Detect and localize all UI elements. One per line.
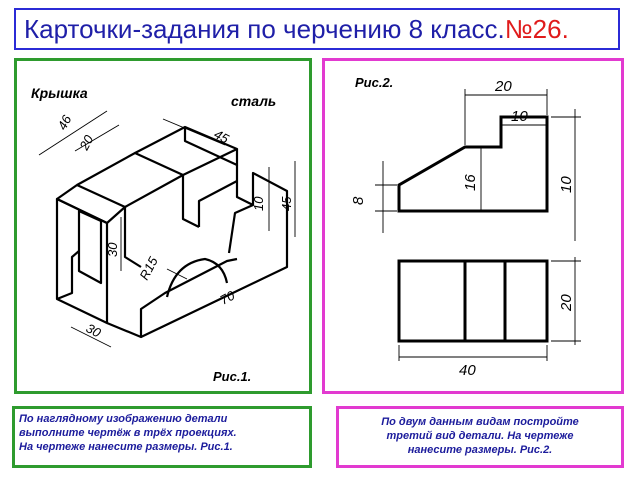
task-note-right <box>336 406 624 468</box>
fig1-label: Рис.1. <box>213 369 252 384</box>
base-right-edge <box>141 237 287 337</box>
arch-cutout <box>167 259 227 297</box>
dim-8: 8 <box>350 196 367 205</box>
top-view <box>399 261 547 341</box>
dim-30-bottom: 30 <box>83 320 104 341</box>
orthographic-panel <box>322 58 624 394</box>
card-number: №26. <box>504 13 569 44</box>
dim-40: 40 <box>459 362 476 379</box>
task-note-left <box>12 406 312 468</box>
dim-46: 46 <box>54 112 75 133</box>
title-banner <box>14 8 620 50</box>
note-right-line: По двум данным видам постройте <box>381 416 579 428</box>
dim-10-right: 10 <box>558 176 575 193</box>
note-left-line: На чертеже нанесите размеры. Рис.1. <box>19 441 233 453</box>
dim-45-right: 45 <box>279 196 294 211</box>
isometric-panel <box>14 58 312 394</box>
part-name: Крышка <box>31 85 88 101</box>
dim-20-top: 20 <box>495 78 512 95</box>
front-window <box>79 211 101 283</box>
orthographic-drawing <box>325 61 621 391</box>
note-right-line: третий вид детали. На чертеже <box>386 430 574 442</box>
fig2-label: Рис.2. <box>355 75 394 90</box>
front-view <box>399 117 547 211</box>
dim-20-right: 20 <box>558 294 575 311</box>
dim-20: 20 <box>76 132 97 153</box>
note-left-line: выполните чертёж в трёх проекциях. <box>19 427 237 439</box>
note-right-line: нанесите размеры. Рис.2. <box>407 444 553 456</box>
dim-30-vertical: 30 <box>105 242 120 257</box>
page-title: Карточки-задания по черчению 8 класс. <box>24 13 505 44</box>
dim-10-top: 10 <box>511 108 528 125</box>
note-left-line: По наглядному изображению детали <box>19 413 228 425</box>
dim-10: 10 <box>251 196 266 211</box>
dim-70: 70 <box>217 287 238 308</box>
isometric-drawing <box>17 61 309 391</box>
dim-r15: R15 <box>136 254 161 283</box>
front-left-face <box>57 199 107 323</box>
dim-16: 16 <box>462 174 479 191</box>
dim-45-top: 45 <box>211 126 232 147</box>
material-label: сталь <box>231 93 277 109</box>
